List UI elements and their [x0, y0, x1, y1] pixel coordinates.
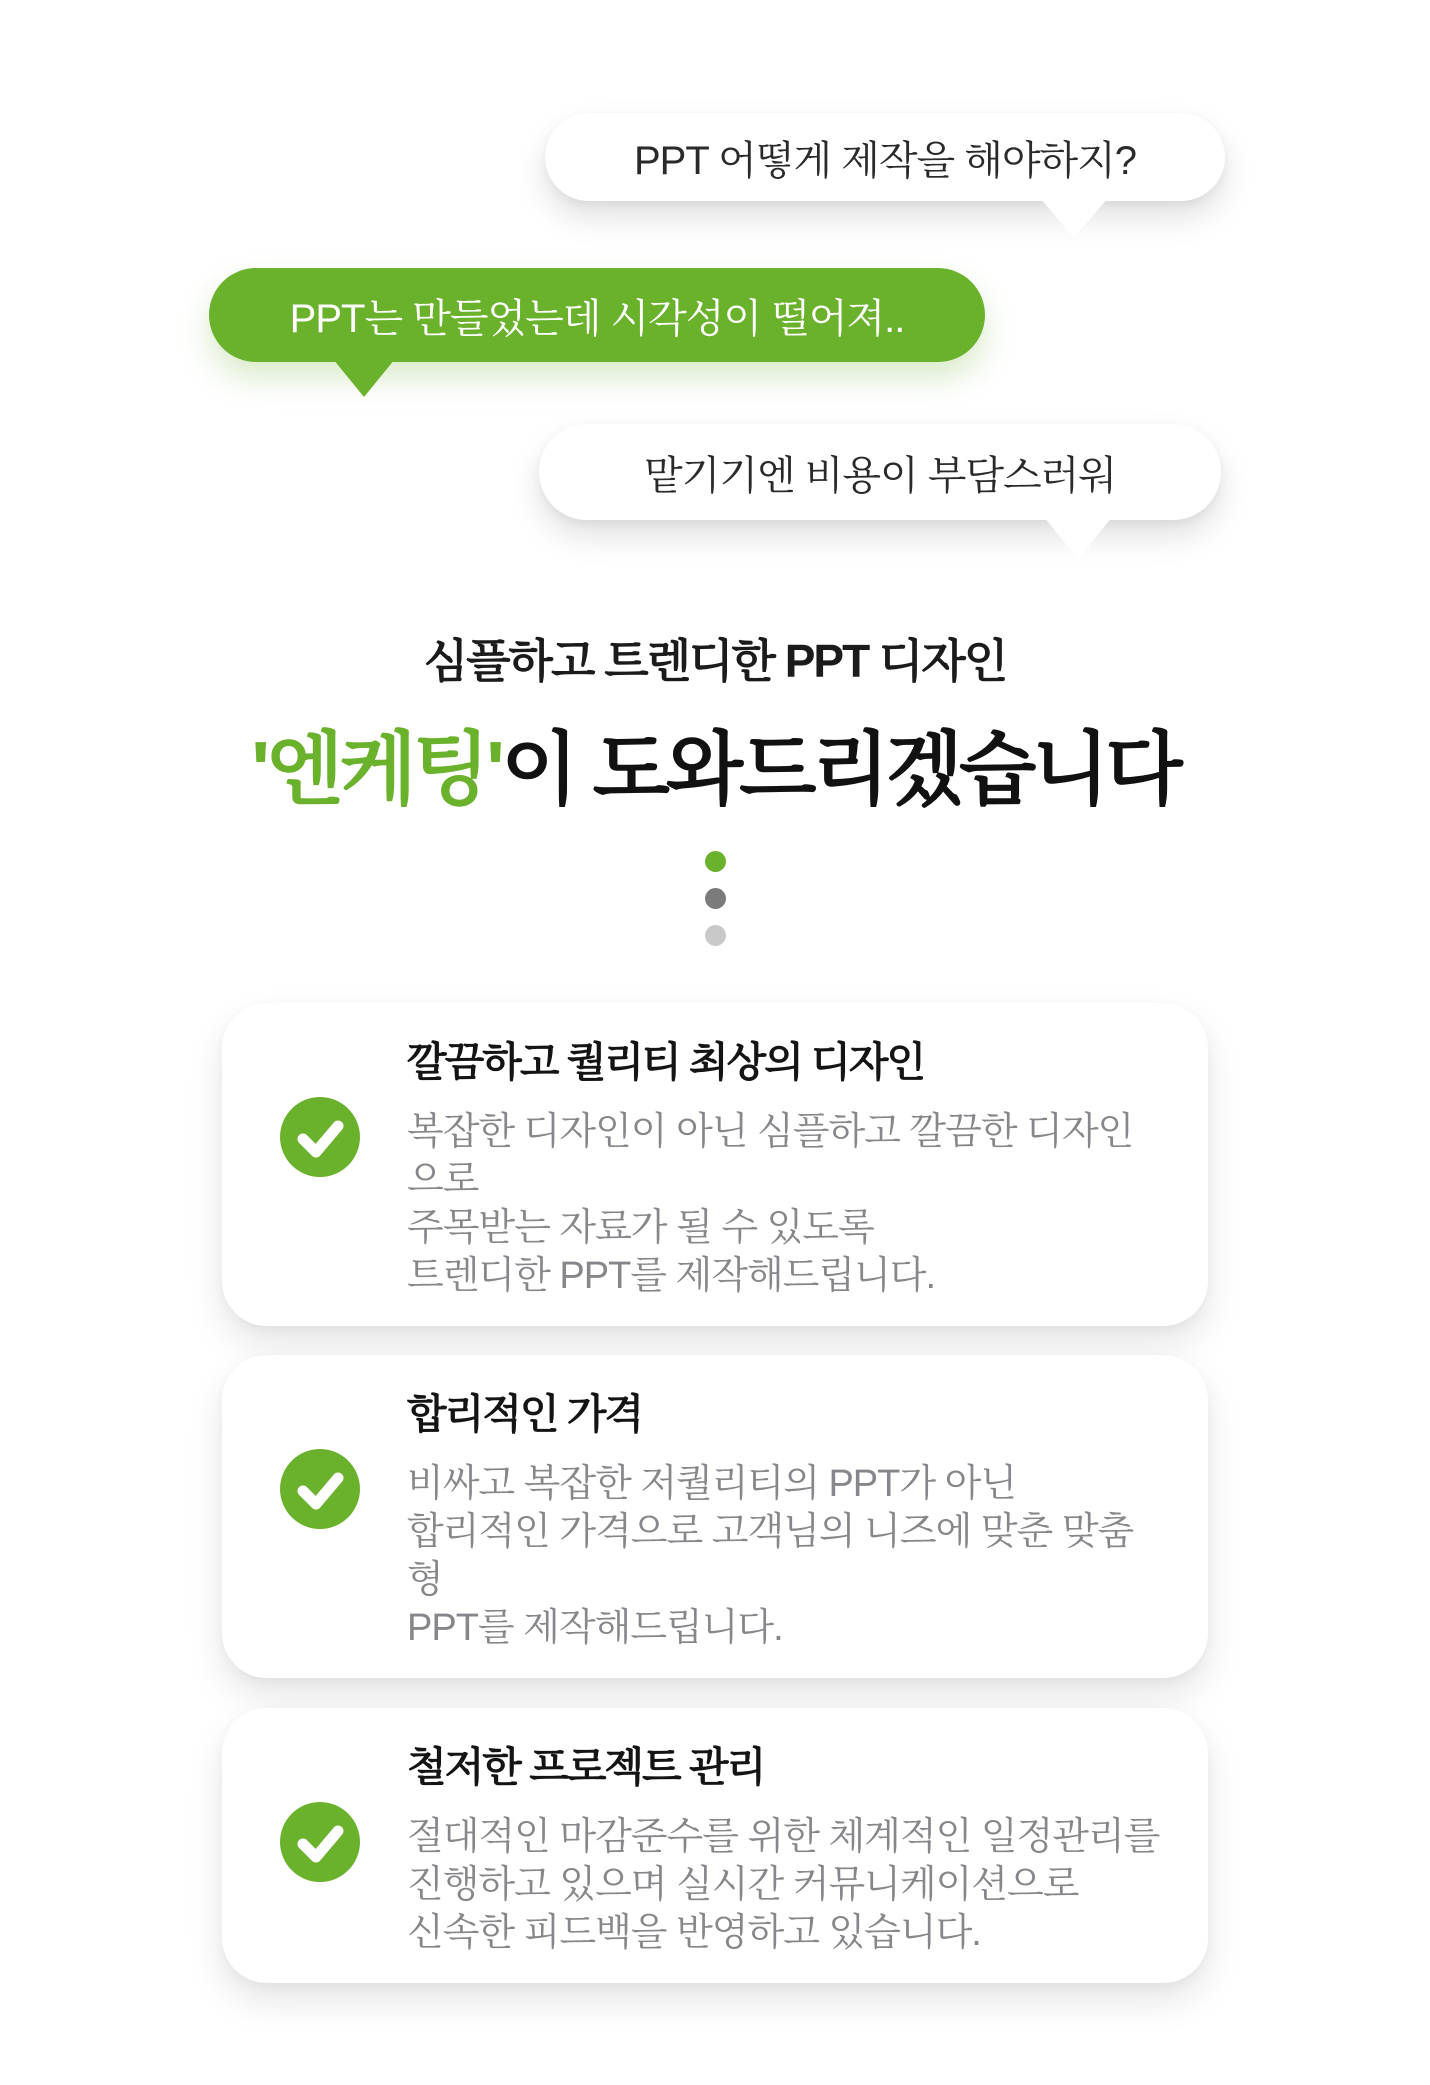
heading-block: [0, 625, 1430, 820]
card-body-line: PPT를 제작해드립니다.: [407, 1607, 783, 1649]
card-title: 합리적인 가격: [407, 1391, 643, 1437]
speech-bubble-tail: [1044, 517, 1112, 559]
brand-name: '엔케팅': [251, 725, 502, 814]
card-body: [407, 1813, 1168, 1957]
card-title: 깔끔하고 퀄리티 최상의 디자인: [407, 1039, 925, 1085]
feature-card-price: [222, 1355, 1208, 1678]
page-title: [0, 705, 1430, 820]
speech-bubble-question-3: [539, 424, 1221, 520]
card-body-line: 비싸고 복잡한 저퀄리티의 PPT가 아닌: [407, 1463, 1017, 1505]
speech-bubble-tail: [333, 359, 395, 397]
card-body-line: 합리적인 가격으로 고객님의 니즈에 맞춘 맞춤형: [407, 1511, 1134, 1601]
heading-subtitle: 심플하고 트렌디한 PPT 디자인: [423, 635, 1007, 687]
card-body-line: 복잡한 디자인이 아닌 심플하고 깔끔한 디자인으로: [407, 1111, 1134, 1201]
speech-bubble-question-2: [209, 268, 985, 362]
heading-title-rest: 이 도와드리겠습니다: [501, 725, 1179, 814]
card-body: [407, 1108, 1168, 1300]
speech-bubble-text: PPT 어떻게 제작을 해야하지?: [633, 138, 1137, 183]
card-title: 철저한 프로젝트 관리: [407, 1744, 765, 1790]
feature-card-management: [222, 1708, 1208, 1983]
dot-green: [705, 851, 726, 872]
speech-bubble-text: 맡기기엔 비용이 부담스러워: [644, 453, 1116, 498]
speech-bubble-text: PPT는 만들었는데 시각성이 떨어져..: [289, 296, 905, 341]
check-icon: [280, 1449, 360, 1529]
check-icon: [280, 1097, 360, 1177]
dot-dark-gray: [705, 888, 726, 909]
check-icon: [280, 1802, 360, 1882]
card-body: [407, 1460, 1168, 1652]
dot-light-gray: [705, 925, 726, 946]
card-body-line: 신속한 피드백을 반영하고 있습니다.: [407, 1912, 981, 1954]
card-body-line: 주목받는 자료가 될 수 있도록: [407, 1207, 874, 1249]
card-body-line: 트렌디한 PPT를 제작해드립니다.: [407, 1255, 936, 1297]
speech-bubble-tail: [1040, 198, 1108, 238]
feature-card-design: [222, 1003, 1208, 1326]
speech-bubble-question-1: [545, 113, 1225, 201]
card-body-line: 절대적인 마감준수를 위한 체계적인 일정관리를: [407, 1816, 1160, 1858]
transition-dots: [0, 851, 1430, 946]
card-body-line: 진행하고 있으며 실시간 커뮤니케이션으로: [407, 1864, 1079, 1906]
